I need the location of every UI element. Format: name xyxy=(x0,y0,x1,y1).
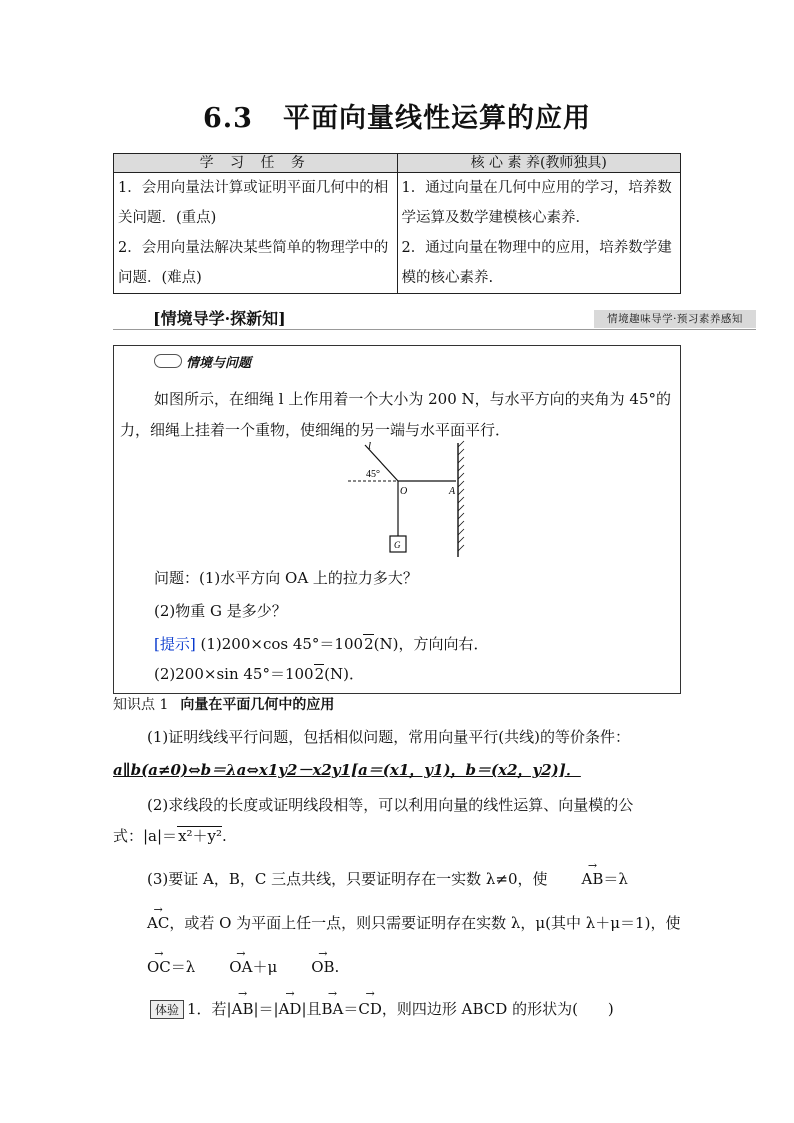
label-o: O xyxy=(400,486,408,497)
question-1: 问题：(1)水平方向 OA 上的拉力多大？ xyxy=(154,569,418,587)
table-header-tasks: 学 习 任 务 xyxy=(114,154,398,173)
hint-1: [提示] (1)200×cos 45°＝1002(N)，方向向右． xyxy=(154,635,489,653)
section-tag: 情境趣味导学·预习素养感知 xyxy=(594,310,756,328)
knowledge-p2: (2)求线段的长度或证明线段相等，可以利用向量的线性运算、向量模的公式：|a|＝x²＋y². xyxy=(113,796,634,845)
label-g: G xyxy=(394,540,401,550)
hint-2: (2)200×sin 45°＝1002(N)． xyxy=(154,665,364,683)
objectives-table xyxy=(113,153,681,294)
table-cell-tasks: 1．会用向量法计算或证明平面几何中的相关问题．(重点) 2．会用向量法解决某些简单的物理学中的问题．(难点) xyxy=(114,173,398,294)
scenario-heading: 情境与问题 xyxy=(154,352,251,371)
exercise-1: 体验 1．若|→ AB|＝|→ AD|且→ BA＝→ CD，则四边形 ABCD 的形状为( ) xyxy=(150,998,690,1019)
label-angle: 45° xyxy=(366,469,380,480)
knowledge-p1-formula: a∥b(a≠0)⇔b＝λa⇔x1y2－x2y1[a＝(x1，y1)，b＝(x2，y2)]． xyxy=(113,761,581,779)
divider xyxy=(113,329,756,330)
exercise-badge: 体验 xyxy=(150,1000,184,1019)
section-title: 平面向量线性运算的应用 xyxy=(282,103,591,134)
hint-label: [提示] xyxy=(154,635,196,653)
label-l: l xyxy=(368,440,372,452)
wall-hatch xyxy=(458,441,464,551)
knowledge-p1: (1)证明线线平行问题，包括相似问题，常用向量平行(共线)的等价条件： xyxy=(147,728,630,746)
scenario-paragraph: 如图所示，在细绳 l 上作用着一个大小为 200 N，与水平方向的夹角为 45°的力，细绳上挂着一个重物，使细绳的另一端与水平面平行． xyxy=(120,390,671,439)
knowledge-point-heading: 知识点 1 向量在平面几何中的应用 xyxy=(113,697,335,713)
page-title xyxy=(0,96,794,135)
force-diagram xyxy=(348,437,478,559)
section-label: [情境导学·探新知] xyxy=(153,309,286,328)
scenario-icon xyxy=(154,354,182,368)
table-header-literacy: 核 心 素 养(教师独具) xyxy=(397,154,681,173)
knowledge-p3: (3)要证 A，B，C 三点共线，只要证明存在一实数 λ≠0，使→ AB＝λ→ AC，或若 O 为平面上任一点，则只需要证明存在实数 λ，μ(其中 λ＋μ＝1)，使→ OC＝λ→ OA＋μ→ OB. xyxy=(113,857,681,989)
table-cell-literacy: 1．通过向量在几何中应用的学习，培养数学运算及数学建模核心素养． 2．通过向量在物理中的应用，培养数学建模的核心素养. xyxy=(397,173,681,294)
question-2: (2)物重 G 是多少？ xyxy=(154,602,287,620)
section-bar xyxy=(113,306,743,330)
section-number: 6.3 xyxy=(203,103,253,134)
label-a: A xyxy=(449,486,456,497)
